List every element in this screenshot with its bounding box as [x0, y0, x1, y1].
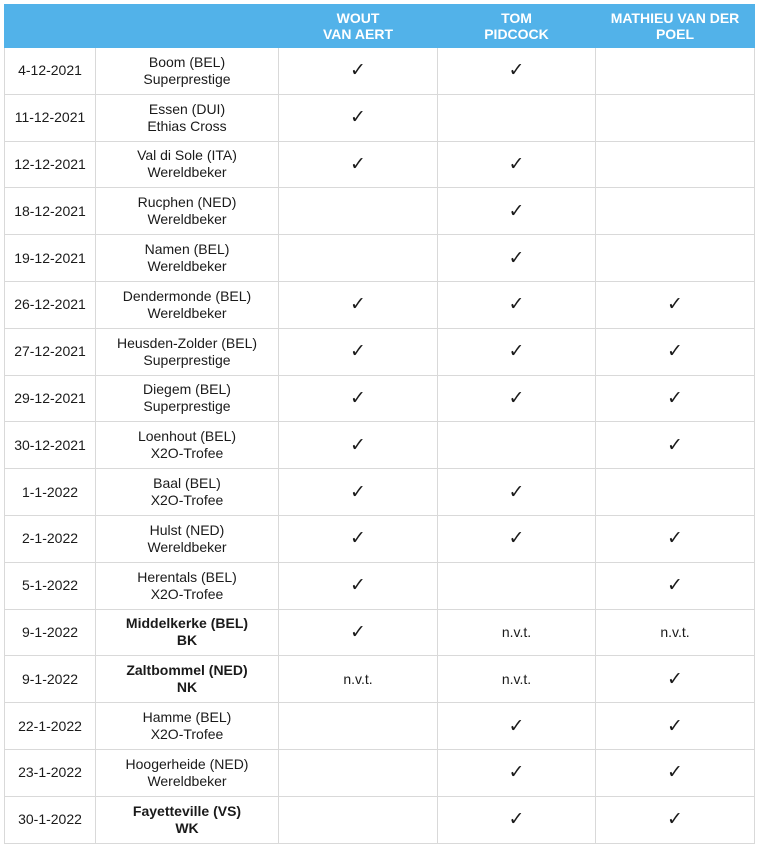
header-rider-line: POEL	[655, 26, 695, 42]
participation-tom-pidcock	[438, 749, 596, 796]
race-location: Boom (BEL)	[148, 53, 226, 70]
race-name	[96, 469, 279, 516]
race-name	[96, 703, 279, 750]
table-row	[5, 188, 755, 235]
race-series: Superprestige	[143, 70, 231, 87]
race-location: Hoogerheide (NED)	[125, 755, 249, 772]
participation-wout-van-aert	[279, 609, 438, 656]
header-rider-wout-van-aert	[279, 5, 438, 48]
race-schedule-table	[4, 4, 755, 844]
table-row	[5, 749, 755, 796]
checkmark-icon: ✓	[508, 199, 525, 222]
participation-mathieu-van-der-poel	[596, 375, 755, 422]
participation-value: n.v.t.	[501, 670, 532, 687]
participation-mathieu-van-der-poel	[596, 515, 755, 562]
checkmark-icon: ✓	[350, 340, 366, 363]
participation-tom-pidcock	[438, 328, 596, 375]
participation-mathieu-van-der-poel	[596, 235, 755, 282]
participation-mathieu-van-der-poel	[596, 328, 755, 375]
race-series: Superprestige	[143, 351, 231, 368]
table-row	[5, 235, 755, 282]
checkmark-icon: ✓	[667, 433, 683, 456]
participation-tom-pidcock	[438, 375, 596, 422]
checkmark-icon: ✓	[508, 59, 525, 82]
checkmark-icon: ✓	[508, 152, 525, 175]
race-series: Wereldbeker	[147, 304, 227, 321]
checkmark-icon: ✓	[508, 714, 525, 737]
race-date: 30-12-2021	[5, 422, 96, 469]
race-date: 1-1-2022	[5, 469, 96, 516]
checkmark-icon: ✓	[350, 620, 366, 643]
checkmark-icon: ✓	[508, 340, 525, 363]
participation-mathieu-van-der-poel	[596, 141, 755, 188]
checkmark-icon: ✓	[508, 480, 525, 503]
checkmark-icon: ✓	[667, 808, 683, 831]
table-row	[5, 469, 755, 516]
table-row	[5, 328, 755, 375]
race-name	[96, 515, 279, 562]
race-series: Superprestige	[143, 398, 231, 415]
race-series: WK	[175, 819, 199, 836]
race-name	[96, 749, 279, 796]
participation-value: n.v.t.	[660, 623, 690, 640]
race-date: 27-12-2021	[5, 328, 96, 375]
participation-value: n.v.t.	[501, 623, 532, 640]
race-location: Rucphen (NED)	[137, 194, 237, 211]
checkmark-icon: ✓	[350, 433, 366, 456]
race-location: Zaltbommel (NED)	[126, 662, 248, 679]
race-name	[96, 48, 279, 95]
participation-wout-van-aert	[279, 562, 438, 609]
table-row	[5, 375, 755, 422]
race-location: Baal (BEL)	[153, 475, 221, 492]
table-row	[5, 48, 755, 95]
checkmark-icon: ✓	[667, 340, 683, 363]
table-row	[5, 609, 755, 656]
participation-wout-van-aert	[279, 375, 438, 422]
checkmark-icon: ✓	[667, 667, 683, 690]
table-row	[5, 562, 755, 609]
race-series: Ethias Cross	[147, 117, 227, 134]
race-date: 4-12-2021	[5, 48, 96, 95]
participation-mathieu-van-der-poel	[596, 749, 755, 796]
race-series: X2O-Trofee	[150, 492, 224, 509]
participation-tom-pidcock	[438, 656, 596, 703]
checkmark-icon: ✓	[508, 293, 525, 316]
table-row	[5, 422, 755, 469]
race-location: Heusden-Zolder (BEL)	[116, 334, 258, 351]
participation-mathieu-van-der-poel	[596, 281, 755, 328]
participation-tom-pidcock	[438, 94, 596, 141]
participation-wout-van-aert	[279, 469, 438, 516]
participation-tom-pidcock	[438, 188, 596, 235]
participation-wout-van-aert	[279, 796, 438, 843]
participation-wout-van-aert	[279, 94, 438, 141]
checkmark-icon: ✓	[667, 714, 683, 737]
race-name	[96, 141, 279, 188]
checkmark-icon: ✓	[350, 59, 366, 82]
race-name	[96, 281, 279, 328]
race-location: Essen (DUI)	[148, 100, 226, 117]
race-date: 12-12-2021	[5, 141, 96, 188]
race-series: BK	[176, 632, 198, 649]
checkmark-icon: ✓	[350, 152, 366, 175]
checkmark-icon: ✓	[508, 808, 525, 831]
race-date: 22-1-2022	[5, 703, 96, 750]
race-series: X2O-Trofee	[150, 726, 224, 743]
checkmark-icon: ✓	[667, 293, 683, 316]
header-rider-tom-pidcock	[438, 5, 596, 48]
race-name	[96, 422, 279, 469]
checkmark-icon: ✓	[350, 480, 366, 503]
checkmark-icon: ✓	[508, 761, 525, 784]
participation-wout-van-aert	[279, 188, 438, 235]
checkmark-icon: ✓	[350, 386, 366, 409]
race-location: Diegem (BEL)	[143, 381, 231, 398]
race-series: Wereldbeker	[147, 211, 227, 228]
race-location: Val di Sole (ITA)	[137, 147, 237, 164]
checkmark-icon: ✓	[350, 293, 366, 316]
header-rider-line: TOM	[501, 10, 532, 26]
race-location: Hamme (BEL)	[142, 709, 232, 726]
race-name	[96, 562, 279, 609]
header-rider-mathieu-van-der-poel	[596, 5, 755, 48]
race-name	[96, 188, 279, 235]
participation-mathieu-van-der-poel	[596, 469, 755, 516]
race-location: Fayetteville (VS)	[132, 802, 242, 819]
race-name	[96, 235, 279, 282]
checkmark-icon: ✓	[350, 574, 366, 597]
table-row	[5, 703, 755, 750]
race-series: Wereldbeker	[147, 164, 227, 181]
checkmark-icon: ✓	[667, 386, 683, 409]
race-name	[96, 375, 279, 422]
participation-tom-pidcock	[438, 48, 596, 95]
header-rider-line: MATHIEU VAN DER	[610, 10, 740, 26]
participation-mathieu-van-der-poel	[596, 609, 755, 656]
table-row	[5, 94, 755, 141]
checkmark-icon: ✓	[667, 574, 683, 597]
race-date: 29-12-2021	[5, 375, 96, 422]
race-location: Loenhout (BEL)	[137, 428, 237, 445]
race-date: 26-12-2021	[5, 281, 96, 328]
participation-wout-van-aert	[279, 422, 438, 469]
race-date: 19-12-2021	[5, 235, 96, 282]
header-race	[96, 5, 279, 48]
race-series: X2O-Trofee	[150, 445, 224, 462]
participation-tom-pidcock	[438, 422, 596, 469]
participation-tom-pidcock	[438, 609, 596, 656]
race-name	[96, 609, 279, 656]
race-name	[96, 328, 279, 375]
race-name	[96, 94, 279, 141]
participation-mathieu-van-der-poel	[596, 422, 755, 469]
checkmark-icon: ✓	[508, 527, 525, 550]
race-series: Wereldbeker	[147, 772, 227, 789]
header-rider-line: PIDCOCK	[484, 26, 549, 42]
race-date: 23-1-2022	[5, 749, 96, 796]
participation-mathieu-van-der-poel	[596, 48, 755, 95]
participation-tom-pidcock	[438, 703, 596, 750]
participation-tom-pidcock	[438, 515, 596, 562]
participation-mathieu-van-der-poel	[596, 703, 755, 750]
participation-tom-pidcock	[438, 281, 596, 328]
checkmark-icon: ✓	[350, 527, 366, 550]
participation-wout-van-aert	[279, 749, 438, 796]
participation-mathieu-van-der-poel	[596, 188, 755, 235]
checkmark-icon: ✓	[350, 106, 366, 129]
header-rider-line: VAN AERT	[323, 26, 393, 42]
participation-mathieu-van-der-poel	[596, 796, 755, 843]
participation-wout-van-aert	[279, 515, 438, 562]
participation-wout-van-aert	[279, 703, 438, 750]
race-location: Namen (BEL)	[144, 241, 230, 258]
race-date: 18-12-2021	[5, 188, 96, 235]
participation-wout-van-aert	[279, 328, 438, 375]
participation-wout-van-aert	[279, 281, 438, 328]
race-date: 9-1-2022	[5, 609, 96, 656]
checkmark-icon: ✓	[667, 527, 683, 550]
race-location: Herentals (BEL)	[137, 568, 237, 585]
race-location: Dendermonde (BEL)	[122, 287, 252, 304]
race-location: Middelkerke (BEL)	[125, 615, 249, 632]
participation-tom-pidcock	[438, 141, 596, 188]
checkmark-icon: ✓	[508, 246, 525, 269]
race-location: Hulst (NED)	[149, 521, 225, 538]
participation-tom-pidcock	[438, 562, 596, 609]
participation-wout-van-aert	[279, 656, 438, 703]
checkmark-icon: ✓	[667, 761, 683, 784]
participation-wout-van-aert	[279, 141, 438, 188]
participation-wout-van-aert	[279, 235, 438, 282]
checkmark-icon: ✓	[508, 386, 525, 409]
participation-mathieu-van-der-poel	[596, 656, 755, 703]
race-date: 11-12-2021	[5, 94, 96, 141]
participation-value: n.v.t.	[343, 670, 373, 687]
participation-wout-van-aert	[279, 48, 438, 95]
race-name	[96, 656, 279, 703]
race-date: 5-1-2022	[5, 562, 96, 609]
participation-mathieu-van-der-poel	[596, 562, 755, 609]
table-row	[5, 796, 755, 843]
race-series: Wereldbeker	[147, 538, 227, 555]
table-row	[5, 515, 755, 562]
header-row	[5, 5, 755, 48]
participation-tom-pidcock	[438, 469, 596, 516]
race-date: 2-1-2022	[5, 515, 96, 562]
race-series: X2O-Trofee	[150, 585, 224, 602]
race-date: 30-1-2022	[5, 796, 96, 843]
race-name	[96, 796, 279, 843]
header-date	[5, 5, 96, 48]
race-series: Wereldbeker	[147, 258, 227, 275]
header-rider-line: WOUT	[336, 10, 380, 26]
participation-tom-pidcock	[438, 235, 596, 282]
participation-tom-pidcock	[438, 796, 596, 843]
participation-mathieu-van-der-poel	[596, 94, 755, 141]
table-row	[5, 281, 755, 328]
race-date: 9-1-2022	[5, 656, 96, 703]
race-series: NK	[176, 679, 198, 696]
table-row	[5, 656, 755, 703]
table-row	[5, 141, 755, 188]
